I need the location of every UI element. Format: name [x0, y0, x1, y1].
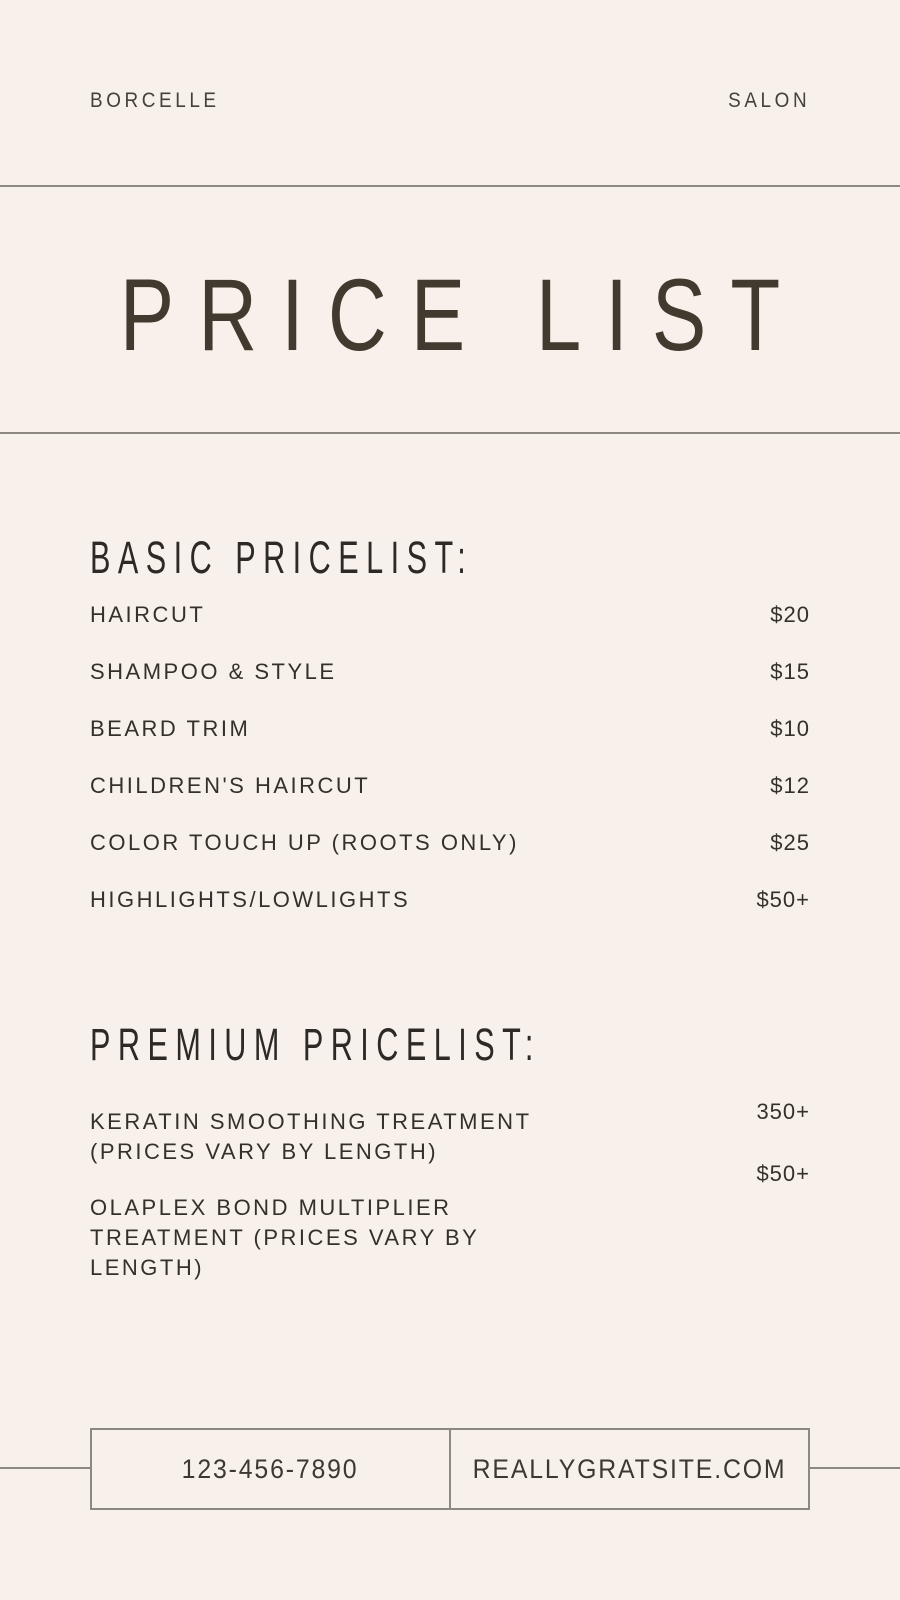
service-label: SHAMPOO & STYLE: [90, 658, 337, 684]
service-price: $15: [770, 658, 810, 684]
service-label: COLOR TOUCH UP (ROOTS ONLY): [90, 829, 519, 855]
website-url: REALLYGRATSITE.COM: [472, 1453, 787, 1484]
premium-service-line: KERATIN SMOOTHING TREATMENT: [90, 1109, 532, 1134]
premium-service-price: $50+: [756, 1161, 810, 1186]
service-price: $10: [770, 715, 810, 741]
premium-service-line: OLAPLEX BOND MULTIPLIER: [90, 1195, 452, 1220]
footer-phone-cell: [92, 1430, 449, 1508]
price-row: [90, 586, 810, 643]
premium-service-price: 350+: [756, 1099, 810, 1124]
price-row: [90, 757, 810, 814]
footer-contact-box: [90, 1428, 810, 1510]
premium-section-heading: PREMIUM PRICELIST:: [90, 1019, 541, 1070]
brand-tagline: SALON: [727, 89, 810, 112]
premium-service-label: [90, 1193, 630, 1283]
premium-service-label: [90, 1107, 630, 1167]
service-label: HIGHLIGHTS/LOWLIGHTS: [90, 886, 411, 912]
service-price: $20: [770, 601, 810, 627]
price-row: [90, 643, 810, 700]
basic-price-list: [90, 586, 810, 928]
premium-service-line: (PRICES VARY BY LENGTH): [90, 1139, 439, 1164]
service-price: $25: [770, 829, 810, 855]
premium-service-line: TREATMENT (PRICES VARY BY: [90, 1225, 480, 1250]
service-price: $50+: [756, 886, 810, 912]
page-header: [90, 89, 810, 113]
price-row: [90, 814, 810, 871]
price-row: [90, 871, 810, 928]
basic-section-heading: BASIC PRICELIST:: [90, 532, 474, 583]
title-divider: [0, 432, 900, 434]
footer-divider-right: [810, 1467, 900, 1469]
service-label: HAIRCUT: [90, 601, 206, 627]
footer-website-cell: [449, 1430, 808, 1508]
page-title: PRICE LIST: [119, 258, 805, 372]
service-label: BEARD TRIM: [90, 715, 251, 741]
phone-number: 123-456-7890: [182, 1453, 359, 1484]
price-row: [90, 700, 810, 757]
header-divider: [0, 185, 900, 187]
footer-divider-left: [0, 1467, 90, 1469]
brand-name: BORCELLE: [90, 89, 220, 112]
premium-service-line: LENGTH): [90, 1255, 205, 1280]
premium-section: [90, 1019, 810, 1283]
service-label: CHILDREN'S HAIRCUT: [90, 772, 371, 798]
service-price: $12: [770, 772, 810, 798]
